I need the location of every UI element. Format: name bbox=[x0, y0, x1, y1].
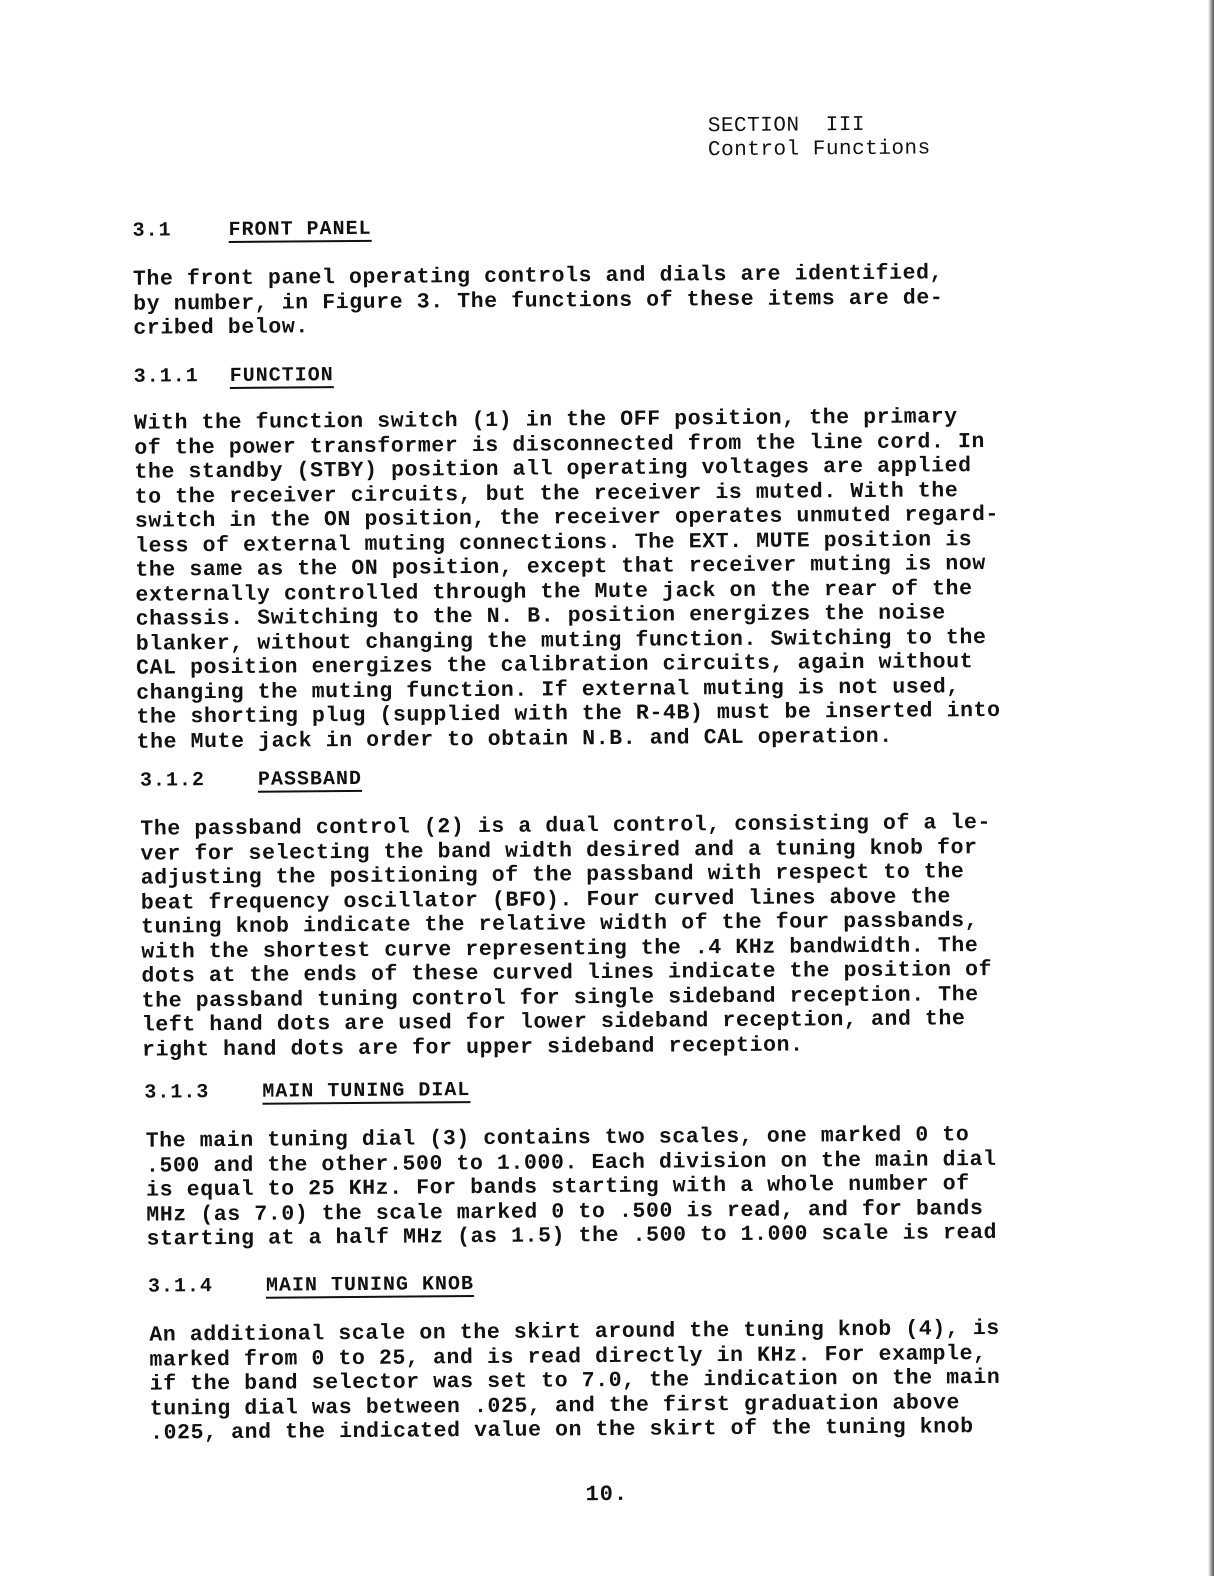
heading-title: MAIN TUNING KNOB bbox=[265, 1273, 475, 1298]
section-number-label: SECTION III bbox=[707, 113, 866, 139]
heading-number: 3.1.4 bbox=[147, 1275, 214, 1299]
text-line: is equal to 25 KHz. For bands starting with a whole number of bbox=[146, 1172, 970, 1203]
text-line: MHz (as 7.0) the scale marked 0 to .500 is read, and for bands bbox=[146, 1196, 984, 1228]
heading-passband bbox=[140, 768, 362, 793]
text-line: left hand dots are used for lower sideband reception, and the bbox=[141, 1007, 966, 1038]
text-line: switch in the ON position, the receiver operates unmuted regard- bbox=[134, 502, 1000, 534]
text-line: the same as the ON position, except that receiver muting is now bbox=[135, 552, 986, 583]
paragraph-front-panel bbox=[133, 260, 1054, 341]
text-line: The front panel operating controls and dials are identified, bbox=[132, 261, 944, 292]
text-line: blanker, without changing the muting function. Switching to the bbox=[135, 625, 987, 657]
text-line: cribed below. bbox=[133, 315, 309, 341]
heading-function bbox=[134, 364, 334, 389]
text-line: of the power transformer is disconnected from the line cord. In bbox=[134, 429, 986, 461]
text-line: .500 and the other.500 to 1.000. Each division on the main dial bbox=[145, 1147, 997, 1179]
text-line: starting at a half MHz (as 1.5) the .500 to 1.000 scale is read bbox=[146, 1220, 998, 1252]
heading-front-panel bbox=[133, 218, 372, 243]
text-line: dots at the ends of these curved lines indicate the position of bbox=[141, 957, 993, 989]
text-line: CAL position energizes the calibration circuits, again without bbox=[135, 650, 974, 681]
text-line: the passband tuning control for single sideband reception. The bbox=[141, 982, 979, 1014]
heading-title: MAIN TUNING DIAL bbox=[262, 1079, 471, 1104]
heading-main-tuning-dial bbox=[144, 1079, 470, 1105]
heading-number: 3.1.3 bbox=[144, 1081, 210, 1105]
text-line: The main tuning dial (3) contains two scales, one marked 0 to bbox=[145, 1123, 970, 1154]
section-subtitle: Control Functions bbox=[707, 137, 931, 163]
text-line: With the function switch (1) in the OFF position, the primary bbox=[134, 405, 958, 436]
text-line: the standby (STBY) position all operating voltages are applied bbox=[134, 454, 972, 485]
text-line: The passband control (2) is a dual control, consisting of a le- bbox=[140, 810, 992, 842]
text-line: beat frequency oscillator (BFO). Four curved lines above the bbox=[140, 884, 952, 916]
text-line: marked from 0 to 25, and is read directly in KHz. For example, bbox=[149, 1341, 987, 1373]
text-line: the Mute jack in order to obtain N.B. and CAL operation. bbox=[136, 724, 893, 755]
text-line: adjusting the positioning of the passband with respect to the bbox=[140, 860, 965, 891]
text-line: to the receiver circuits, but the receiver is muted. With the bbox=[134, 478, 959, 510]
text-line: An additional scale on the skirt around the tuning knob (4), is bbox=[149, 1316, 1000, 1348]
paragraph-main-tuning-knob bbox=[149, 1316, 1070, 1446]
heading-title: FRONT PANEL bbox=[228, 217, 372, 242]
text-line: by number, in Figure 3. The functions of these items are de- bbox=[133, 285, 944, 317]
heading-number: 3.1 bbox=[132, 219, 172, 243]
heading-number: 3.1.2 bbox=[139, 769, 206, 793]
heading-title: FUNCTION bbox=[229, 364, 334, 388]
paragraph-function bbox=[134, 404, 1057, 754]
text-line: tuning knob indicate the relative width of the four passbands, bbox=[140, 909, 979, 940]
text-line: with the shortest curve representing the .4 KHz bandwidth. The bbox=[141, 933, 979, 965]
text-line: tuning dial was between .025, and the first graduation above bbox=[149, 1390, 961, 1422]
text-line: ver for selecting the band width desired and a tuning knob for bbox=[140, 835, 978, 867]
text-line: externally controlled through the Mute jack on the rear of the bbox=[135, 576, 973, 608]
text-line: the shorting plug (supplied with the R-4B) must be inserted into bbox=[136, 698, 1001, 730]
text-line: changing the muting function. If external muting is not used, bbox=[136, 674, 960, 706]
heading-number: 3.1.1 bbox=[133, 365, 199, 389]
scan-edge-shadow bbox=[1208, 0, 1214, 1576]
paragraph-passband bbox=[140, 810, 1062, 1062]
paragraph-main-tuning-dial bbox=[146, 1122, 1067, 1252]
page-number: 10. bbox=[585, 1481, 629, 1508]
text-line: if the band selector was set to 7.0, the indication on the main bbox=[149, 1365, 1001, 1397]
heading-main-tuning-knob bbox=[148, 1273, 474, 1299]
text-line: chassis. Switching to the N. B. position energizes the noise bbox=[135, 601, 946, 632]
heading-title: PASSBAND bbox=[257, 767, 363, 792]
text-line: right hand dots are for upper sideband reception. bbox=[141, 1032, 804, 1063]
text-line: .025, and the indicated value on the skirt of the tuning knob bbox=[149, 1415, 974, 1446]
section-header bbox=[708, 113, 931, 163]
text-line: less of external muting connections. The EXT. MUTE position is bbox=[134, 527, 973, 559]
